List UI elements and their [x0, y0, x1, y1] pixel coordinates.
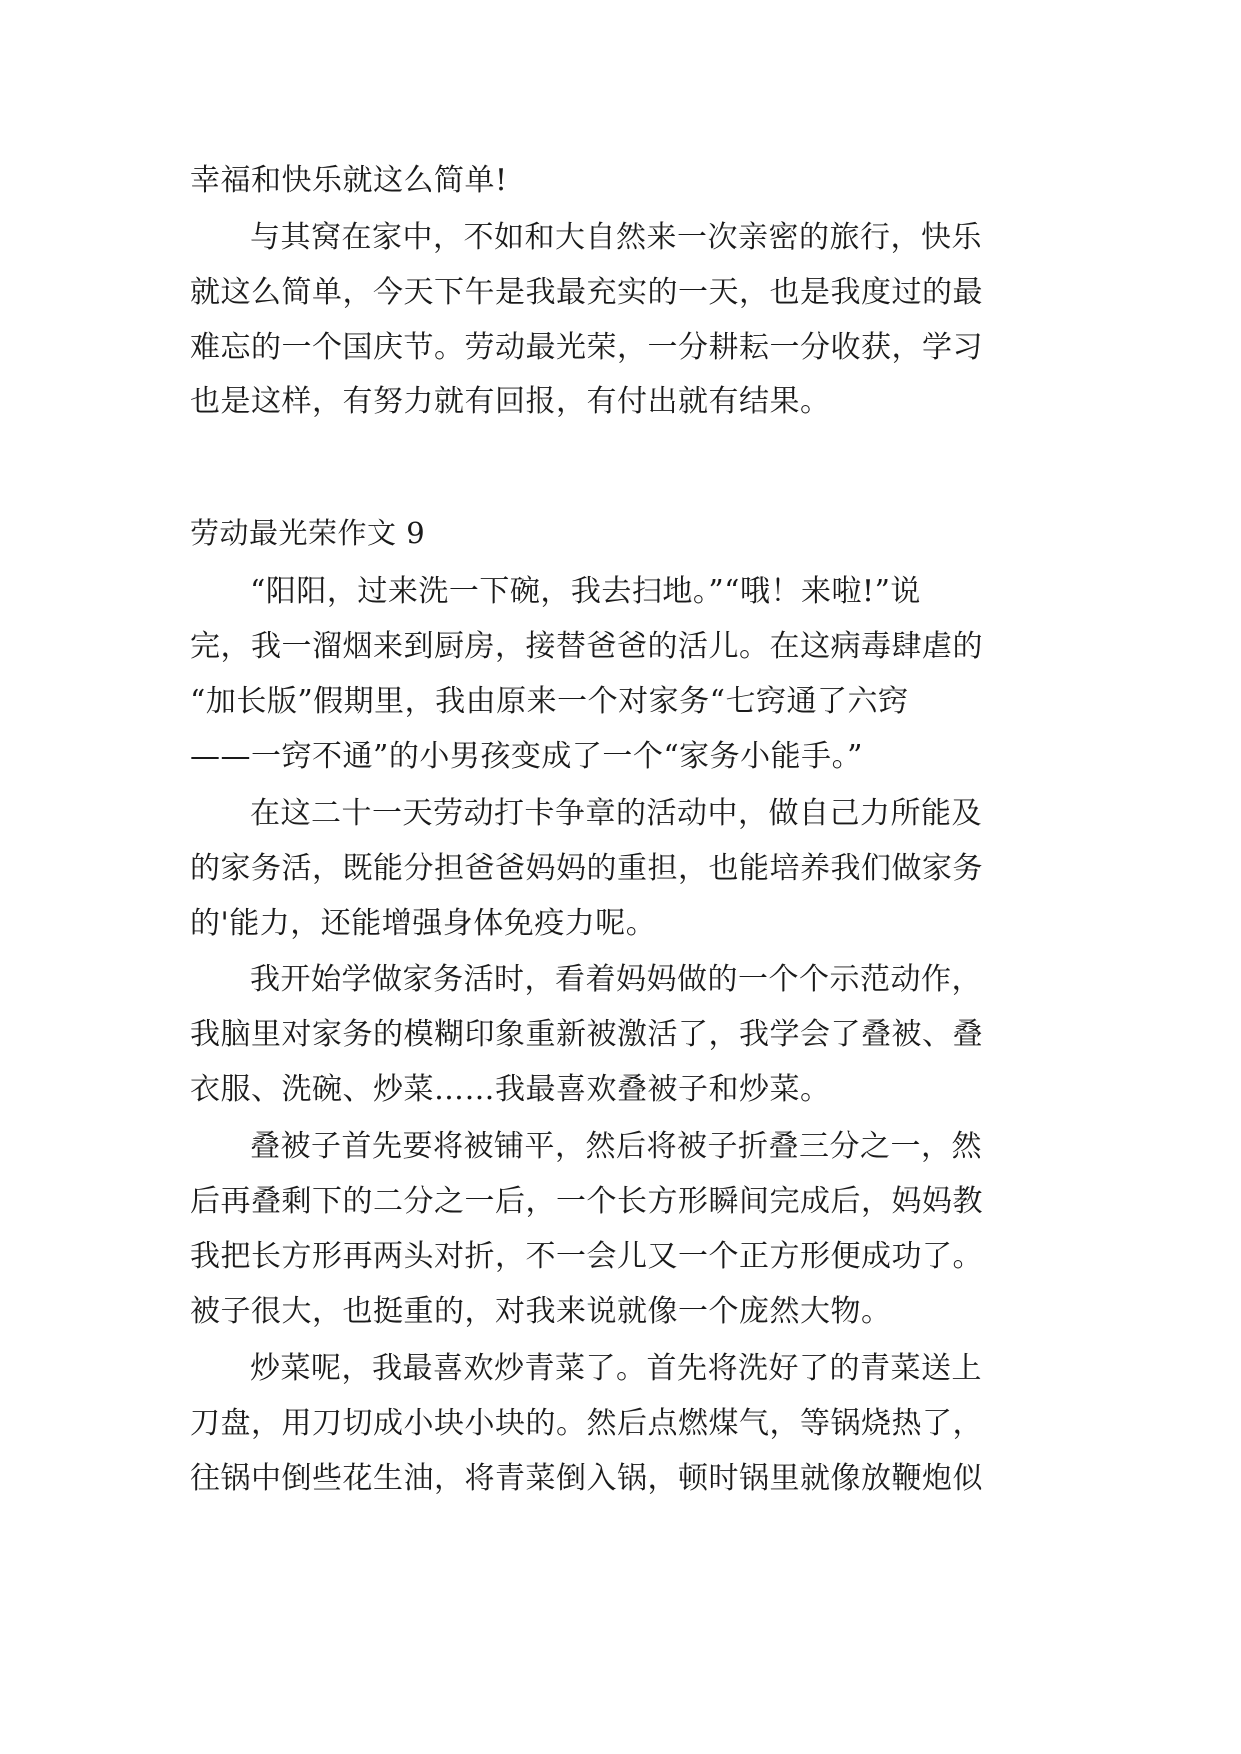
text-line: ——一窍不通”的小男孩变成了一个“家务小能手。”	[190, 739, 864, 774]
paragraph-first-line: 在这二十一天劳动打卡争章的活动中，做自己力所能及	[250, 796, 982, 831]
section-heading: 劳动最光荣作文 9	[190, 516, 426, 550]
text-line: 后再叠剩下的二分之一后，一个长方形瞬间完成后，妈妈教	[190, 1184, 983, 1219]
text-line: 的家务活，既能分担爸爸妈妈的重担，也能培养我们做家务	[190, 851, 983, 886]
text-line: 往锅中倒些花生油，将青菜倒入锅，顿时锅里就像放鞭炮似	[190, 1461, 983, 1496]
paragraph-first-line: 与其窝在家中，不如和大自然来一次亲密的旅行，快乐	[250, 220, 982, 255]
text-line: 完，我一溜烟来到厨房，接替爸爸的活儿。在这病毒肆虐的	[190, 629, 983, 664]
paragraph-first-line: 我开始学做家务活时，看着妈妈做的一个个示范动作，	[250, 962, 982, 997]
text-line: 的'能力，还能增强身体免疫力呢。	[190, 906, 657, 941]
paragraph-first-line: 炒菜呢，我最喜欢炒青菜了。首先将洗好了的青菜送上	[250, 1351, 982, 1386]
text-line: 我把长方形再两头对折，不一会儿又一个正方形便成功了。	[190, 1239, 983, 1274]
text-line: 衣服、洗碗、炒菜……我最喜欢叠被子和炒菜。	[190, 1072, 831, 1107]
text-line: 我脑里对家务的模糊印象重新被激活了，我学会了叠被、叠	[190, 1017, 983, 1052]
paragraph-first-line: “阳阳，过来洗一下碗，我去扫地。”“哦！来啦!”说	[250, 574, 921, 609]
text-line: 被子很大，也挺重的，对我来说就像一个庞然大物。	[190, 1294, 892, 1329]
text-line: 难忘的一个国庆节。劳动最光荣，一分耕耘一分收获，学习	[190, 330, 983, 365]
paragraph-first-line: 叠被子首先要将被铺平，然后将被子折叠三分之一，然	[250, 1129, 982, 1164]
text-line: 刀盘，用刀切成小块小块的。然后点燃煤气，等锅烧热了，	[190, 1406, 983, 1441]
text-line: 就这么简单，今天下午是我最充实的一天，也是我度过的最	[190, 275, 983, 310]
text-line: “加长版”假期里，我由原来一个对家务“七窍通了六窍	[190, 684, 909, 719]
text-line: 幸福和快乐就这么简单!	[190, 163, 508, 198]
text-line: 也是这样，有努力就有回报，有付出就有结果。	[190, 384, 831, 419]
